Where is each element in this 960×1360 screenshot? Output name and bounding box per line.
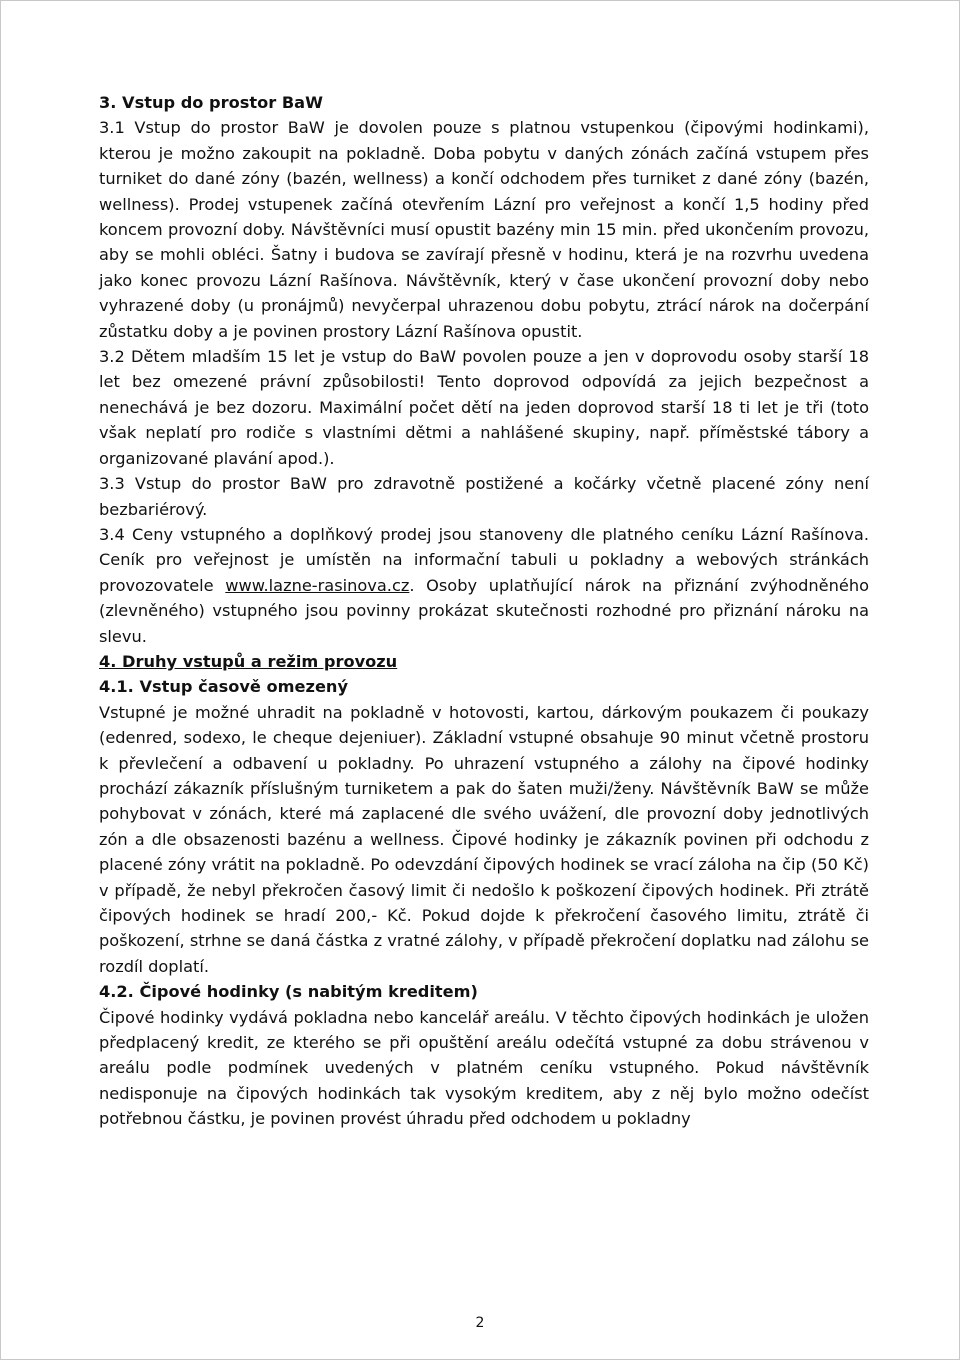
paragraph-4-2: Čipové hodinky vydává pokladna nebo kancelář areálu. V těchto čipových hodinkách je uložen předplacený kredit, ze kterého se při opuštění areálu odečítá vstupné za dobu strávenou v areálu podle podmínek uvedených v platném ceníku vstupného. Pokud návštěvník nedisponuje na čipových hodinkách tak vysokým kreditem, aby z něj bylo možno odečíst potřebnou částku, je povinen provést úhradu před odchodem u pokladny [99, 1007, 869, 1129]
subsection-4-1-heading: 4.1. Vstup časově omezený [99, 677, 348, 697]
paragraph-3-1: 3.1 Vstup do prostor BaW je dovolen pouze s platnou vstupenkou (čipovými hodinkami), kterou je možno zakoupit na pokladně. Doba pobytu v daných zónách začíná vstupem přes turniket do dané zóny (bazén, wellness) a končí odchodem přes turniket z dané zóny (bazén, wellness). Prodej vstupenek začíná otevřením Lázní pro veřejnost a končí 1,5 hodiny před koncem provozní doby. Návštěvníci musí opustit bazény min 15 min. před ukončením provozu, aby se mohli obléci. Šatny i budova se zavírají přesně v hodinu, která je na rozvrhu uvedena jako konec provozu Lázní Rašínova. Návštěvník, který v čase ukončení provozní doby nebo vyhrazené doby (u pronájmů) nevyčerpal uhrazenou dobu pobytu, ztrácí nárok na dočerpání zůstatku doby a je povinen prostory Lázní Rašínova opustit. [99, 118, 869, 341]
paragraph-3-4-text-end: . Osoby uplatňující nárok na přiznání zvýhodněného (zlevněného) vstupného jsou povinny prokázat skutečnosti rozhodné pro přiznání nároku na slevu. [99, 575, 869, 646]
paragraph-3-3: 3.3 Vstup do prostor BaW pro zdravotně postižené a kočárky včetně placené zóny není bezbariérový. [99, 474, 869, 519]
subsection-4-2-heading: 4.2. Čipové hodinky (s nabitým kreditem) [99, 982, 478, 1002]
paragraph-4-1: Vstupné je možné uhradit na pokladně v hotovosti, kartou, dárkovým poukazem či poukazy (edenred, sodexo, le cheque dejeniuer). Základní vstupné obsahuje 90 minut včetně prostoru k převlečení a odbavení u pokladny. Po uhrazení vstupného a zálohy na čipové hodinky prochází zákazník příslušným turniketem a pak do šaten muži/ženy. Návštěvník BaW se může pohybovat v zónách, které má zaplacené dle svého uvážení, dle provozní doby jednotlivých zón a dle obsazenosti bazénu a wellness. Čipové hodinky je zákazník povinen při odchodu z placené zóny vrátit na pokladně. Po odevzdání čipových hodinek se vrací záloha na čip (50 Kč) v případě, že nebyl překročen časový limit či nedošlo k poškození čipových hodinek. Při ztrátě čipových hodinek se hradí 200,- Kč. Pokud dojde k překročení časového limitu, ztrátě či poškození, strhne se daná částka z vratné zálohy, v případě překročení doplatku nad zálohu se rozdíl doplatí. [99, 702, 869, 976]
page-number: 2 [475, 1315, 485, 1331]
paragraph-3-2: 3.2 Dětem mladším 15 let je vstup do BaW povolen pouze a jen v doprovodu osoby starší 18 let bez omezené právní způsobilosti! Tento doprovod odpovídá za jejich bezpečnost a nenechává je bez dozoru. Maximální počet dětí na jeden doprovod starší 18 ti let je tři (toto však neplatí pro rodiče s vlastními dětmi a nahlášené skupiny, např. příměstské tábory a organizované plavání apod.). [99, 347, 869, 468]
paragraph-3-4-text-start: 3.4 Ceny vstupného a doplňkový prodej jsou stanoveny dle platného ceníku Lázní Rašínova. Ceník pro veřejnost je umístěn na informační tabuli u pokladny a webových stránkách provozovatele [99, 524, 869, 595]
section-4-heading: 4. Druhy vstupů a režim provozu [99, 651, 398, 671]
paragraph-3-4 [99, 522, 869, 649]
section-3-heading: 3. Vstup do prostor BaW [99, 93, 323, 112]
website-link[interactable]: www.lazne-rasinova.cz [225, 575, 410, 595]
page-content [99, 90, 869, 1132]
